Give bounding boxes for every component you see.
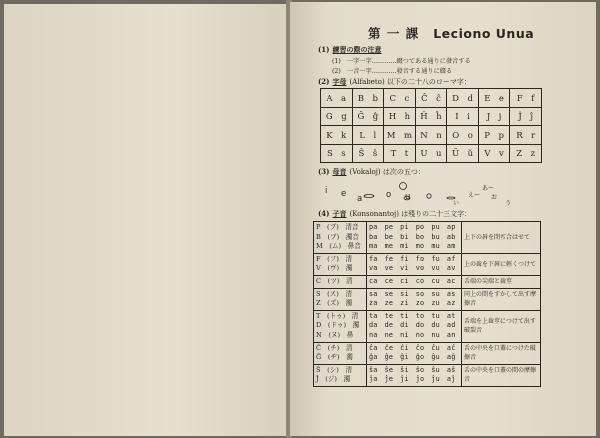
alphabet-cell: V v xyxy=(478,144,510,163)
consonant-label: Ĉ (チ) 清 xyxy=(316,343,353,352)
consonant-label: C (ツ) 清 xyxy=(316,276,353,285)
syllable-row: ma me mi mo mu am xyxy=(369,242,456,251)
syllable-row: ba be bi bo bu ab xyxy=(369,232,456,241)
kana-e: えー xyxy=(468,192,481,199)
articulation-note: 舌端を上齒莖につけて出す破裂音 xyxy=(462,310,541,342)
lesson-title-eo: Leciono Unua xyxy=(433,26,535,41)
consonant-table xyxy=(313,221,541,387)
section-3-heading: (3) 母音 (Vokaloj) は次の五つ： xyxy=(318,167,425,176)
alphabet-cell: B b xyxy=(352,89,384,108)
consonant-label: D (ドゥ) 濁 xyxy=(316,321,360,330)
alphabet-cell: U u xyxy=(415,144,447,163)
alphabet-cell: D d xyxy=(447,89,479,108)
consonant-label: P (プ) 清音 xyxy=(316,223,359,231)
articulation-note: 舌の中央を口蓋につけた破擦音 xyxy=(462,342,541,364)
vowel-o: o xyxy=(386,190,392,200)
syllable-row: ca ce ci co cu ac xyxy=(369,276,456,285)
kana-i: い xyxy=(453,200,460,207)
table-row xyxy=(321,126,542,145)
alphabet-cell: F f xyxy=(510,89,542,108)
alphabet-cell: P p xyxy=(478,126,510,145)
articulation-note: 上の齒を下唇に輕くつけて xyxy=(462,253,541,275)
alphabet-cell: Ĵ ĵ xyxy=(510,107,542,126)
alphabet-cell: J j xyxy=(478,107,510,126)
syllable-row: za ze zi zo zu az xyxy=(369,299,456,308)
syllable-row: fa fe fi fo fu af xyxy=(369,254,456,263)
section-1-item: (1) 一字一字…………綴つてある通りに發音する xyxy=(332,58,471,65)
section-1-heading: (1) 練習の際の注意 xyxy=(318,45,382,54)
alphabet-cell: R r xyxy=(510,126,542,145)
table-row xyxy=(321,107,542,126)
table-row xyxy=(314,275,541,288)
left-page-blank xyxy=(4,4,288,436)
consonant-label: M (ム) 鼻音 xyxy=(316,242,361,251)
syllable-row: ta te ti to tu at xyxy=(369,311,456,320)
consonant-label: Ŝ (シ) 清 xyxy=(316,365,353,374)
syllable-row: ĵa ĵe ĵi ĵo ĵu aĵ xyxy=(369,375,456,384)
consonant-label: Z (ズ) 濁 xyxy=(316,299,353,308)
consonant-label: Ĝ (ヂ) 濁 xyxy=(316,353,353,362)
alphabet-cell: O o xyxy=(447,126,479,145)
consonant-label: B (ブ) 濁音 xyxy=(316,232,359,241)
alphabet-cell: A a xyxy=(321,89,353,108)
syllable-row: sa se si so su as xyxy=(369,289,456,298)
syllable-row: va ve vi vo vu av xyxy=(369,264,456,273)
alphabet-cell: H h xyxy=(384,107,416,126)
consonant-label: S (ス) 清 xyxy=(316,289,353,298)
syllable-row: ĝa ĝe ĝi ĝo ĝu aĝ xyxy=(369,353,456,362)
kana-u: う xyxy=(505,200,512,207)
kana-o: お xyxy=(491,194,498,201)
syllable-row: ĉa ĉe ĉi ĉo ĉu aĉ xyxy=(369,343,456,352)
alphabet-cell: M m xyxy=(384,126,416,145)
vowel-i: i xyxy=(325,186,328,196)
alphabet-table xyxy=(320,88,542,163)
alphabet-cell: N n xyxy=(415,126,447,145)
alphabet-cell: Ĉ ĉ xyxy=(415,89,447,108)
vowel-e: e xyxy=(341,189,347,199)
consonant-label: F (フ) 清 xyxy=(316,254,353,263)
alphabet-cell: L l xyxy=(352,126,384,145)
table-row xyxy=(321,144,542,163)
section-1-item: (2) 一音一字…………發音する通りに綴る xyxy=(332,68,453,75)
section-4-heading: (4) 子音 (Konsonantoj) は殘りの二十三文字： xyxy=(318,209,472,218)
alphabet-cell: Z z xyxy=(510,144,542,163)
table-row xyxy=(314,310,541,342)
syllable-row: da de di do du ad xyxy=(369,321,456,330)
alphabet-cell: C c xyxy=(384,89,416,108)
table-row xyxy=(314,342,541,364)
section-2-heading: (2) 字母 (Alfabeto) 以下の二十八のローマ字： xyxy=(318,77,471,86)
table-row xyxy=(314,222,541,254)
articulation-note: 舌端の尖端と齒莖 xyxy=(462,275,541,288)
alphabet-cell: T t xyxy=(384,144,416,163)
table-row xyxy=(314,253,541,275)
syllable-row: na ne ni no nu an xyxy=(369,330,456,339)
consonant-label: V (ヴ) 濁 xyxy=(316,264,353,273)
alphabet-cell: Ŭ ŭ xyxy=(447,144,479,163)
alphabet-cell: K k xyxy=(321,126,353,145)
syllable-row: ŝa ŝe ŝi ŝo ŝu aŝ xyxy=(369,365,456,374)
alphabet-cell: G g xyxy=(321,107,353,126)
lesson-title-jp: 第 一 課 xyxy=(368,26,420,41)
alphabet-cell: I i xyxy=(447,107,479,126)
articulation-note: 同上の間をすかして出す摩擦音 xyxy=(462,288,541,310)
alphabet-cell: S s xyxy=(321,144,353,163)
table-row xyxy=(314,364,541,386)
consonant-label: N (ヌ) 鼻 xyxy=(316,330,354,339)
vowel-a: a xyxy=(357,194,363,204)
alphabet-cell: Ĝ ĝ xyxy=(352,107,384,126)
articulation-note: 上下の唇を閉ぢ合はせて xyxy=(462,222,541,254)
consonant-label: Ĵ (ジ) 濁 xyxy=(316,375,351,384)
alphabet-cell: Ĥ ĥ xyxy=(415,107,447,126)
table-row xyxy=(321,89,542,108)
table-row xyxy=(314,288,541,310)
consonant-label: T (トゥ) 清 xyxy=(316,311,359,320)
kana-a: あー xyxy=(482,185,495,192)
syllable-row: pa pe pi po pu ap xyxy=(369,223,456,231)
articulation-note: 舌の中央を口蓋の間の摩擦音 xyxy=(462,364,541,386)
alphabet-cell: Ŝ ŝ xyxy=(352,144,384,163)
vowel-u: u xyxy=(405,192,411,202)
alphabet-cell: E e xyxy=(478,89,510,108)
lesson-title xyxy=(368,24,534,42)
